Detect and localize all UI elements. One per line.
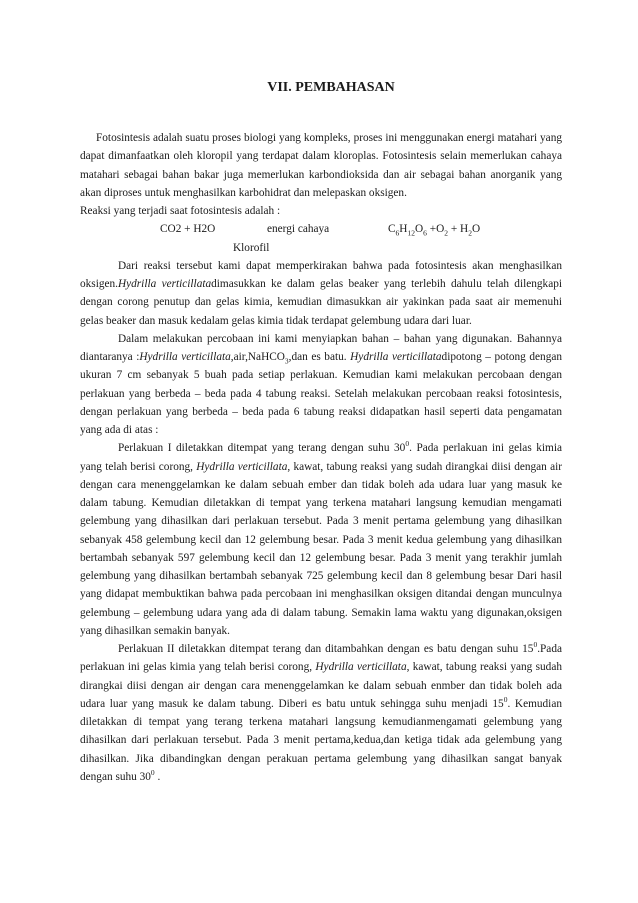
- paragraph-intro: Fotosintesis adalah suatu proses biologi yang kompleks, proses ini menggunakan energi matahari yang dapat dimanfaatkan oleh kloropil yang terdapat dalam kloroplas. Fotosintesis selain memerlukan cahaya matahari sebagai bahan bakar juga memerlukan karbondioksida dan air sebagai bahan anorganik yang akan diproses untuk menghasilkan karbohidrat dan melepaskan oksigen.: [80, 132, 562, 199]
- equation-reactants: CO2 + H2O: [160, 223, 216, 236]
- equation-products: $C_6H_{12}O_6 +O_2 + H_2O$: [388, 223, 481, 238]
- paragraph-materials: Dalam melakukan percobaan ini kami menyiapkan bahan – bahan yang digunakan. Bahannya diantaranya :Hydrilla verticillata,air,NaHCO$_3$,dan es batu. Hydrilla verticillatadipotong – potong dengan ukuran 7 cm sebanyak 5 buah pada setiap perlakuan. Kemudian kami melakukan percobaan dengan perlakuan yang berbeda – beda pada 4 tabung reaksi. Setelah melakukan percobaan reaksi fotosintesis, dengan perlakuan yang berbeda – beda pada 6 tabung reaksi didapatkan hasil seperti data pengamatan yang ada di atas :: [80, 332, 563, 436]
- reaction-intro: Reaksi yang terjadi saat fotosintesis adalah :: [80, 205, 281, 217]
- reaction-equation: [80, 220, 562, 238]
- equation-condition: energi cahaya: [267, 223, 330, 236]
- paragraph-hypothesis: Dari reaksi tersebut kami dapat memperkirakan bahwa pada fotosintesis akan menghasilkan oksigen.Hydrilla verticillatadimasukkan ke dalam gelas beaker yang terlebih dahulu telah dilengkapi dengan corong penutup dan gelas kimia, kemudian dimasukkan air yakinkan pada saat air memenuhi gelas beaker dan masuk kedalam gelas kimia tidak terdapat gelembung udara dari luar.: [80, 259, 562, 327]
- equation-catalyst: Klorofil: [233, 241, 270, 254]
- paragraph-treatment-2: Perlakuan II diletakkan ditempat terang dan ditambahkan dengan es batu dengan suhu $15^0.Pada$ perlakuan ini gelas kimia yang telah berisi corong, Hydrilla verticillata, kawat, tabung reaksi yang sudah dirangkai diisi dengan air dengan cara menenggelamkan ke dalam sebuah enmber dan tidak boleh ada udara luar yang masuk ke dalam tabung. Diberi es batu untuk sehingga suhu menjadi $15^0$. Kemudian diletakkan di tempat yang terang terkena matahari langsung kemudianmengamati gelembung yang dihasilkan dari perlakuan tersebut. Pada 3 menit pertama,kedua,dan ketiga tidak ada gelembung yang dihasilkan. Jika dibandingkan dengan perakuan pertama gelembung yang dihasilkan sangat banyak dengan suhu $30^0$ .: [80, 640, 562, 783]
- reaction-catalyst-line: [80, 239, 562, 257]
- document-body: [80, 129, 562, 786]
- paragraph-treatment-1: Perlakuan I diletakkan ditempat yang terang dengan suhu $30^0$. Pada perlakuan ini gelas kimia yang telah berisi corong, Hydrilla verticillata, kawat, tabung reaksi yang sudah dirangkai diisi dengan air dengan cara menenggelamkan ke dalam sebuah ember dan tidak boleh ada udara luar yang masuk ke dalam tabung. Kemudian diletakkan di tempat yang terkena matahari langsung kemudian mengamati gelembung yang dihasilkan dari perlakuan tersebut. Pada 3 menit pertama gelembung yang dihasilkan sebanyak 458 gelembung kecil dan 12 gelembung besar. Pada 3 menit kedua gelembung yang dihasilkan bertambah sebanyak 597 gelembung kecil dan 12 gelembung besar. Pada 3 menit yang terakhir jumlah gelembung yang dihasilkan bertambah sebanyak 725 gelembung kecil dan 8 gelembung besar Dari hasil yang didapat membuktikan bahwa pada percobaan ini menghasilkan oksigen ditandai dengan munculnya gelembung – gelembung udara yang ada di dalam tabung. Semakin lama waktu yang digunakan,oksigen yang dihasilkan semakin banyak.: [80, 439, 562, 637]
- section-heading: VII. PEMBAHASAN: [267, 80, 395, 95]
